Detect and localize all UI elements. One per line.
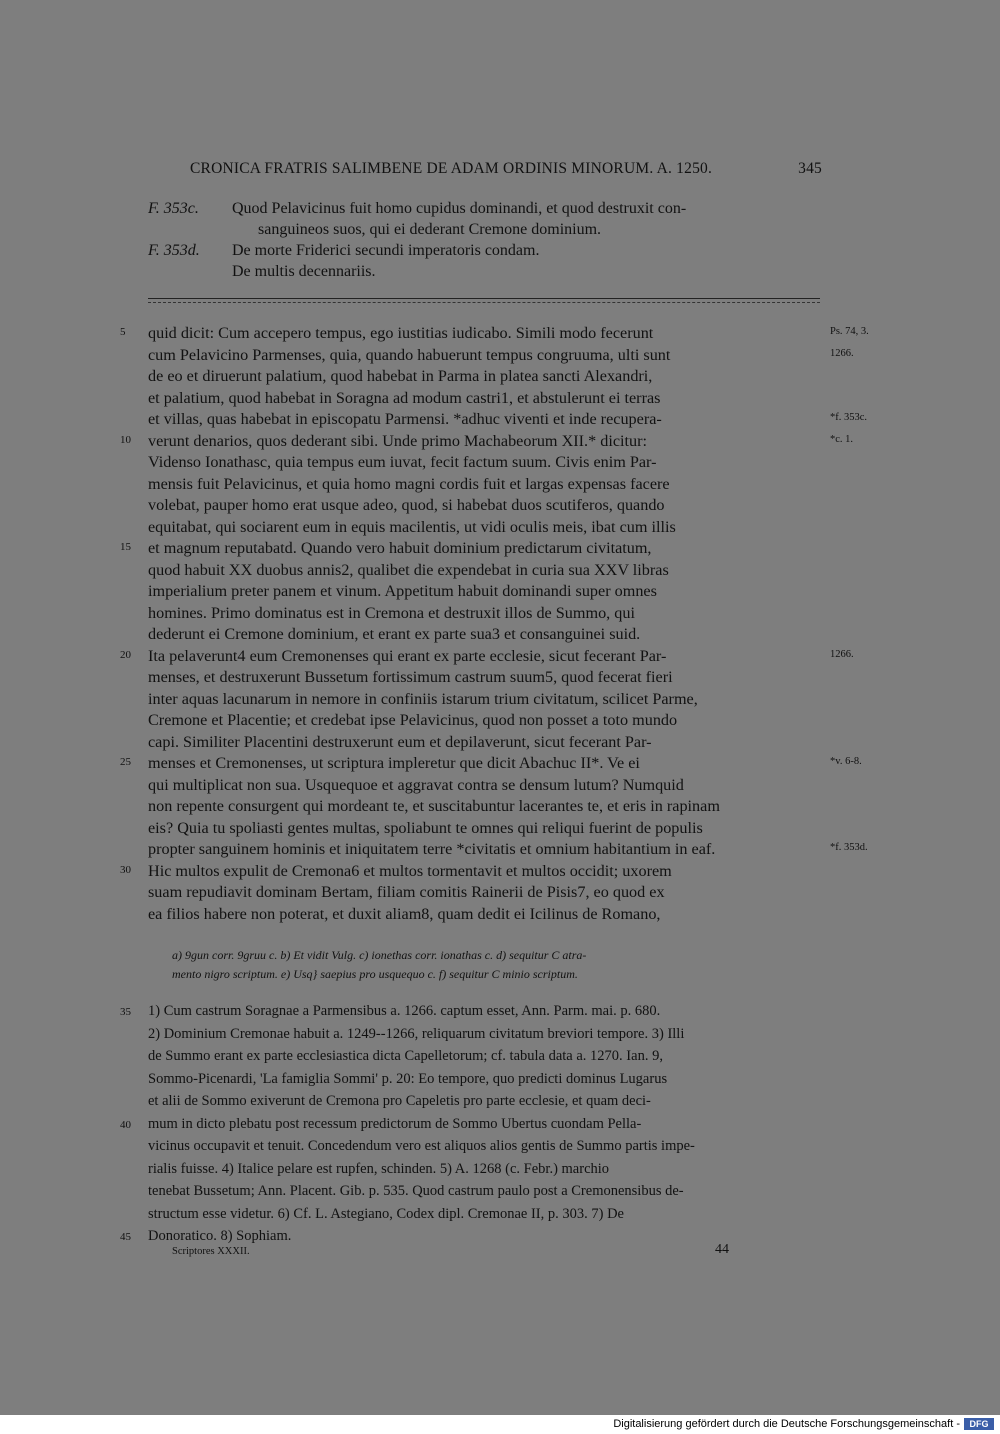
- text-line: equitabat, qui sociarent eum in equis macilentis, ut vidi oculis meis, ibat cum illis: [148, 517, 676, 536]
- gathering-number: 44: [715, 1242, 729, 1257]
- text-line: mensis fuit Pelavicinus, et quia homo magni cordis fuit et largas expensas facere: [148, 474, 670, 493]
- text-line: Ita pelaverunt4 eum Cremonenses qui erant ex parte ecclesie, sicut fecerant Par-: [148, 646, 667, 665]
- text-line: eis? Quia tu spoliasti gentes multas, spoliabunt te omnes qui reliqui fuerint de populis: [148, 818, 703, 837]
- text-line: imperialium preter panem et vinum. Appetitum habuit dominandi super omnes: [148, 582, 657, 600]
- footnote-line: de Summo erant ex parte ecclesiastica dicta Capelletorum; cf. tabula data a. 1270. Ian. 9,: [148, 1048, 663, 1064]
- text-line: propter sanguinem hominis et iniquitatem terre *civitatis et omnium habitantium in eaf.: [148, 840, 716, 858]
- text-line: Hic multos expulit de Cremona6 et multos tormentavit et multos occidit; uxorem: [148, 861, 672, 880]
- text-line: cum Pelavicino Parmenses, quia, quando habuerunt tempus congruuma, ulti sunt: [148, 345, 671, 364]
- text-line: et palatium, quod habebat in Soragna ad modum castri1, et abstulerunt ei terras: [148, 388, 661, 407]
- signature-mark: Scriptores XXXII.: [172, 1246, 250, 1257]
- footnote-line: mum in dicto plebatu post recessum predictorum de Sommo Ubertus cuondam Pella-: [148, 1115, 642, 1132]
- text-line: de eo et diruerunt palatium, quod habebat in Parma in platea sancti Alexandri,: [148, 367, 653, 385]
- text-line: suam repudiavit dominam Bertam, filiam comitis Rainerii de Pisis7, eo quod ex: [148, 883, 665, 901]
- margin-note: *v. 6-8.: [830, 756, 862, 767]
- text-line: qui multiplicat non sua. Usquequoe et aggravat contra se densum lutum? Numquid: [148, 775, 684, 794]
- margin-note: 1266.: [830, 347, 854, 359]
- line-number: 40: [120, 1118, 131, 1131]
- text-line: non repente consurgent qui mordeant te, et suscitabuntur lacerantes te, et eris in rapinam: [148, 797, 720, 815]
- footnote-line: Sommo-Picenardi, 'La famiglia Sommi' p. 20: Eo tempore, quo predicti dominus Lugarus: [148, 1070, 668, 1087]
- dfg-banner: [0, 1415, 1000, 1434]
- text-line: homines. Primo dominatus est in Cremona et destruxit illos de Summo, qui: [148, 603, 635, 622]
- line-number: 5: [120, 326, 126, 338]
- line-number: 45: [120, 1231, 131, 1243]
- running-header: [190, 160, 822, 178]
- page-number: 345: [798, 160, 822, 177]
- section-divider: [148, 298, 820, 299]
- line-number: 10: [120, 433, 131, 446]
- text-line: capi. Similiter Placentini destruxerunt eum et depilaverunt, sicut fecerant Par-: [148, 732, 652, 751]
- text-line: menses, et destruxerunt Bussetum fortissimum castrum suum5, quod fecerat fieri: [148, 668, 673, 686]
- footnote-line: Donoratico. 8) Sophiam.: [148, 1228, 292, 1244]
- text-line: et villas, quas habebat in episcopatu Parmensi. *adhuc viventi et inde recupera-: [148, 410, 662, 428]
- footnote-line: et alii de Sommo exiverunt de Cremona pro Capeletis pro parte ecclesie, et quam deci-: [148, 1093, 651, 1109]
- footnote-line: 2) Dominium Cremonae habuit a. 1249--1266, reliquarum civitatum breviori tempore. 3) Illi: [148, 1025, 685, 1042]
- line-number: 35: [120, 1006, 131, 1018]
- line-number: 15: [120, 541, 131, 553]
- running-title: CRONICA FRATRIS SALIMBENE DE ADAM ORDINIS MINORUM. A. 1250.: [190, 160, 713, 177]
- apparatus-line: a) 9gun corr. 9gruu c. b) Et vidit Vulg. c) ionethas corr. ionathas c. d) sequitur C atra-: [172, 948, 587, 962]
- scanned-page: CRONICA FRATRIS SALIMBENE DE ADAM ORDINIS MINORUM. A. 1250. 345 F. 353c. Quod Pelavicinus fuit homo cupidus dominandi, et quod destruxit con- sanguineos suos, qui ei dederant Cremone dominium. F. 353d. De morte Friderici secundi imperatoris condam. De multis decennariis. quid dicit: Cum accepero tempus, ego iustitias iudicabo. Simili modo fecerunt 5 Ps. 74, 3. cum Pelavicino Parmenses, quia, quando habuerunt tempus congruuma, ulti sunt 1266. de eo et diruerunt palatium, quod habebat in Parma in platea sancti Alexandri, et palatium, quod habebat in Soragna ad modum castri1, et abstulerunt ei terras et villas, quas habebat in episcopatu Parmensi. *adhuc viventi et inde recupera- *f. 353c. verunt denarios, quos dederant sibi. Unde primo Machabeorum XII.* dicitur: 10 *c. 1. Videnso Ionathasc, quia tempus eum iuvat, fecit factum suum. Civis enim Par- mensis fuit Pelavicinus, et quia homo magni cordis fuit et largas expensas facere volebat, pauper homo erat usque adeo, quod, si habebat duos scutiferos, quando equitabat, qui sociarent eum in equis macilentis, ut vidi oculis meis, ibat cum illis et magnum reputabatd. Quando vero habuit dominium predictarum civitatum, 15 quod habuit XX duobus annis2, qualibet die expendebat in curia sua XXV libras imperialium preter panem et vinum. Appetitum habuit dominandi super omnes homines. Primo dominatus est in Cremona et destruxit illos de Summo, qui dederunt ei Cremone dominium, et erant ex parte sua3 et consanguinei suid. Ita pelaverunt4 eum Cremonenses qui erant ex parte ecclesie, sicut fecerant Par- 20 1266. menses, et destruxerunt Bussetum fortissimum castrum suum5, quod fecerat fieri inter aquas lacunarum in nemore in confiniis istarum trium civitatum, scilicet Parme, Cremone et Placentie; et credebat ipse Pelavicinus, quod non posset a toto mundo capi. Similiter Placentini destruxerunt eum et depilaverunt, sicut fecerant Par- menses et Cremonenses, ut scriptura impleretur que dicit Abachuc II*. Ve ei 25 *v. 6-8. qui multiplicat non sua. Usquequoe et aggravat contra se densum lutum? Numquid non repente consurgent qui mordeant te, et suscitabuntur lacerantes te, et eris in rapinam eis? Quia tu spoliasti gentes multas, spoliabunt te omnes qui reliqui fuerint de populis propter sanguinem hominis et iniquitatem terre *civitatis et omnium habitantium in eaf. *f. 353d. Hic multos expulit de Cremona6 et multos tormentavit et multos occidit; uxorem 30 suam repudiavit dominam Bertam, filiam comitis Rainerii de Pisis7, eo quod ex ea filios habere non poterat, et duxit aliam8, quam dedit ei Icilinus de Romano, a) 9gun corr. 9gruu c. b) Et vidit Vulg. c) ionethas corr. ionathas c. d) sequitur C atra- mento nigro scriptum. e) Usq} saepius pro usquequo c. f) sequitur C minio scriptum. 1) Cum castrum Soragnae a Parmensibus a. 1266. captum esset, Ann. Parm. mai. p. 680. 35 2) Dominium Cremonae habuit a. 1249--1266, reliquarum civitatum breviori tempore. 3) Illi de Summo erant ex parte ecclesiastica dicta Capelletorum; cf. tabula data a. 1270. Ian. 9, Sommo-Picenardi, 'La famiglia Sommi' p. 20: Eo tempore, quo predicti dominus Lugarus et alii de Sommo exiverunt de Cremona pro Capeletis pro parte ecclesie, et quam deci- mum in dicto plebatu post recessum predictorum de Sommo Ubertus cuondam Pella- 40 vicinus occupavit et tenuit. Concedendum vero est aliquos alios gentis de Summo partis impe- rialis fuisse. 4) Italice pelare est rupfen, schinden. 5) A. 1268 (c. Febr.) marchio tenebat Bussetum; Ann. Placent. Gib. p. 535. Quod castrum paulo post a Cremonensibus de- structum esse videtur. 6) Cf. L. Astegiano, Codex dipl. Cremonae II, p. 303. 7) De Donoratico. 8) Sophiam. 45 Scriptores XXXII. 44: [0, 0, 1000, 1415]
- text-line: verunt denarios, quos dederant sibi. Unde primo Machabeorum XII.* dicitur:: [148, 431, 647, 450]
- margin-note: 1266.: [830, 648, 854, 660]
- footnote-line: vicinus occupavit et tenuit. Concedendum vero est aliquos alios gentis de Summo partis impe-: [148, 1138, 695, 1154]
- apparatus-line: mento nigro scriptum. e) Usq} saepius pro usquequo c. f) sequitur C minio scriptum.: [172, 967, 578, 981]
- text-line: ea filios habere non poterat, et duxit aliam8, quam dedit ei Icilinus de Romano,: [148, 904, 661, 923]
- dfg-logo: DFG: [964, 1418, 994, 1430]
- text-line: volebat, pauper homo erat usque adeo, quod, si habebat duos scutiferos, quando: [148, 496, 665, 514]
- text-line: dederunt ei Cremone dominium, et erant ex parte sua3 et consanguinei suid.: [148, 625, 641, 643]
- line-number: 30: [120, 863, 131, 876]
- text-line: Cremone et Placentie; et credebat ipse Pelavicinus, quod non posset a toto mundo: [148, 711, 678, 729]
- footnote-line: 1) Cum castrum Soragnae a Parmensibus a. 1266. captum esset, Ann. Parm. mai. p. 680.: [148, 1003, 661, 1019]
- text-line: menses et Cremonenses, ut scriptura impleretur que dicit Abachuc II*. Ve ei: [148, 754, 640, 772]
- line-number: 25: [120, 756, 131, 768]
- text-line: et magnum reputabatd. Quando vero habuit dominium predictarum civitatum,: [148, 539, 652, 557]
- margin-note: Ps. 74, 3.: [830, 326, 869, 337]
- footnote-line: structum esse videtur. 6) Cf. L. Astegiano, Codex dipl. Cremonae II, p. 303. 7) De: [148, 1205, 624, 1222]
- margin-note: *f. 353c.: [830, 412, 868, 423]
- footnote-line: rialis fuisse. 4) Italice pelare est rupfen, schinden. 5) A. 1268 (c. Febr.) marchio: [148, 1160, 610, 1177]
- text-line: inter aquas lacunarum in nemore in confiniis istarum trium civitatum, scilicet Parme,: [148, 689, 698, 708]
- text-line: Videnso Ionathasc, quia tempus eum iuvat, fecit factum suum. Civis enim Par-: [148, 453, 657, 471]
- line-number: 20: [120, 648, 131, 661]
- margin-note: *c. 1.: [830, 433, 854, 445]
- dfg-banner-text: Digitalisierung gefördert durch die Deutsche Forschungsgemeinschaft -: [613, 1418, 960, 1430]
- text-line: quid dicit: Cum accepero tempus, ego iustitias iudicabo. Simili modo fecerunt: [148, 324, 654, 342]
- text-line: quod habuit XX duobus annis2, qualibet die expendebat in curia sua XXV libras: [148, 560, 669, 579]
- margin-note: *f. 353d.: [830, 842, 868, 853]
- footnote-line: tenebat Bussetum; Ann. Placent. Gib. p. 535. Quod castrum paulo post a Cremonensibus de-: [148, 1183, 684, 1199]
